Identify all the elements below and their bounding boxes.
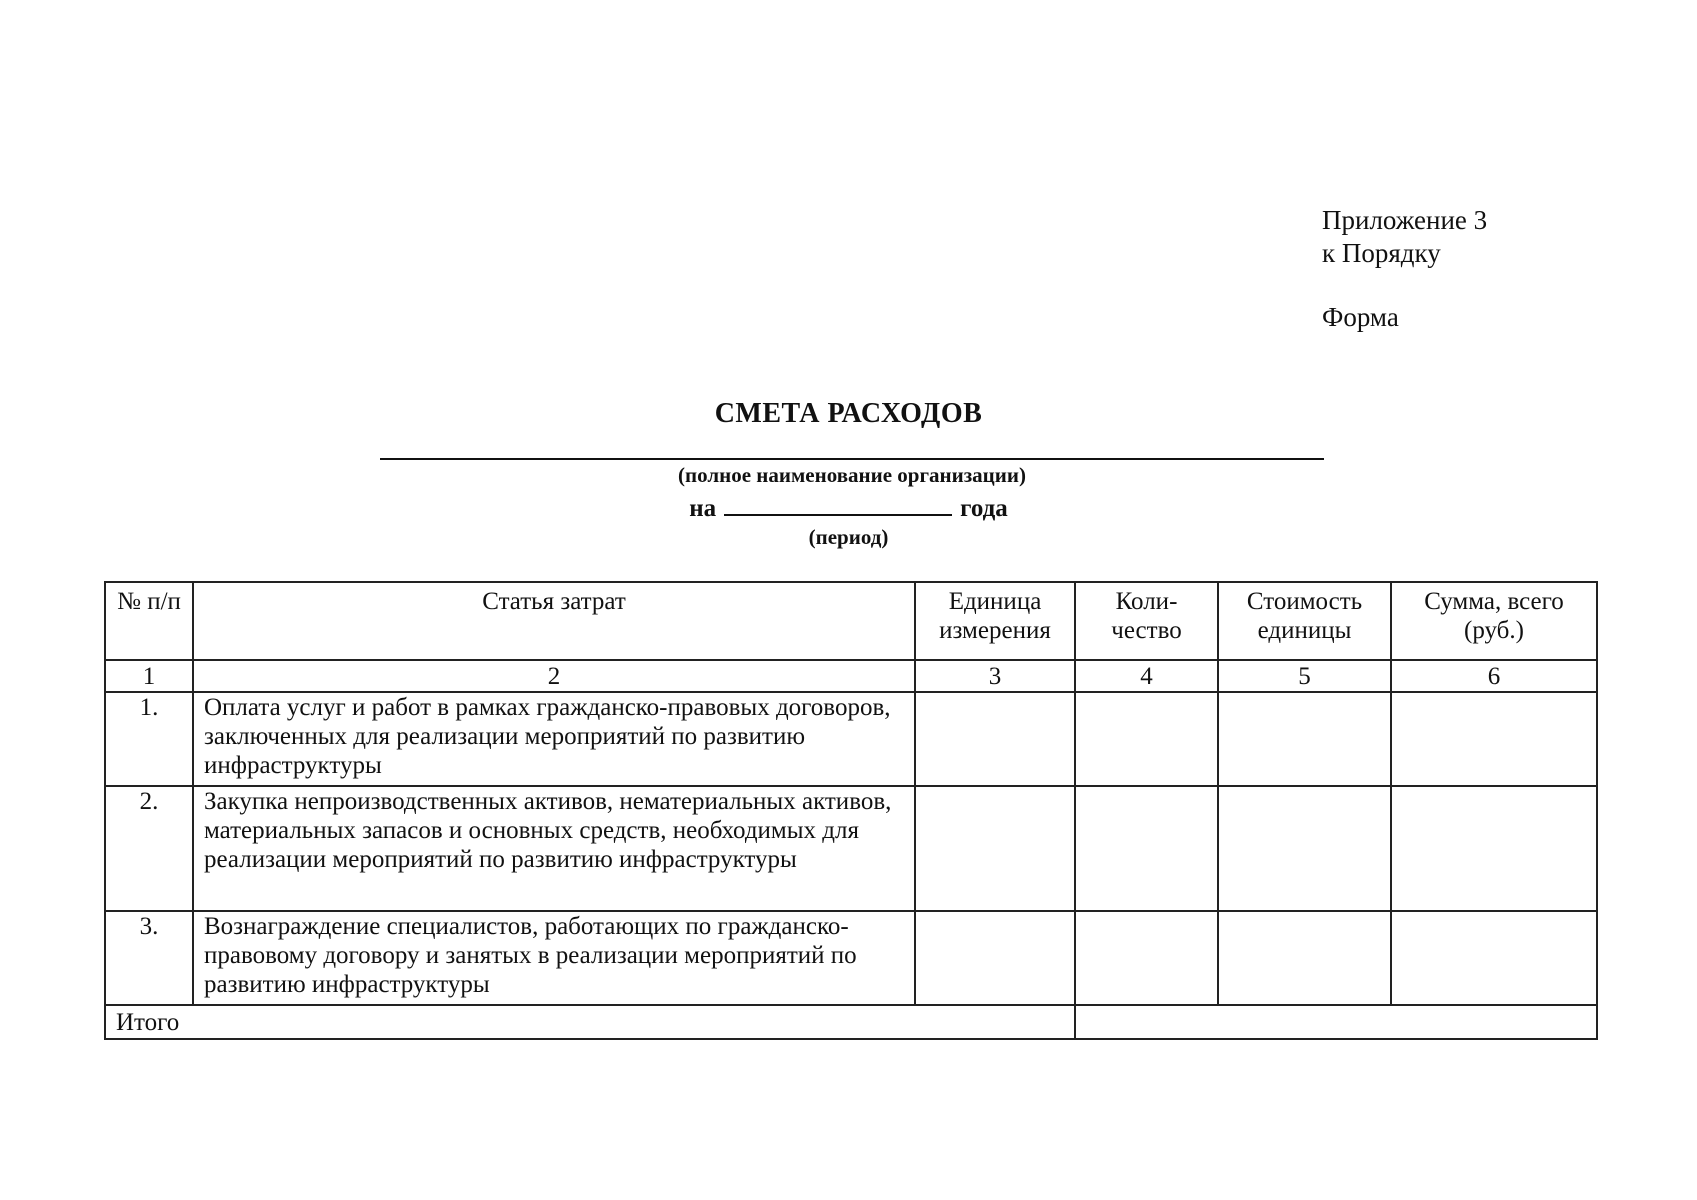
row-expense-item: Оплата услуг и работ в рамках гражданско-правовых договоров, заключенных для реализации мероприятий по развитию инфраструктуры bbox=[193, 692, 915, 786]
header-unit: Единица измерения bbox=[915, 582, 1075, 660]
unit-cost-cell[interactable] bbox=[1218, 911, 1391, 1005]
column-number: 5 bbox=[1218, 660, 1391, 692]
column-number-row bbox=[105, 660, 1597, 692]
column-number: 4 bbox=[1075, 660, 1218, 692]
period-caption: (период) bbox=[808, 525, 889, 549]
row-number: 3. bbox=[105, 911, 193, 1005]
appendix-reference: к Порядку bbox=[1322, 238, 1441, 268]
period-blank bbox=[724, 492, 952, 516]
quantity-cell[interactable] bbox=[1075, 911, 1218, 1005]
total-row bbox=[105, 1005, 1597, 1039]
header-number: № п/п bbox=[105, 582, 193, 660]
period-line bbox=[0, 492, 1697, 523]
header-total-sum: Сумма, всего (руб.) bbox=[1391, 582, 1597, 660]
total-label: Итого bbox=[105, 1005, 1075, 1039]
organization-caption: (полное наименование организации) bbox=[678, 463, 1026, 487]
table-row bbox=[105, 786, 1597, 911]
form-label: Форма bbox=[1322, 302, 1399, 332]
total-sum-cell[interactable] bbox=[1391, 911, 1597, 1005]
period-prefix: на bbox=[689, 495, 717, 522]
table-row bbox=[105, 692, 1597, 786]
row-number: 1. bbox=[105, 692, 193, 786]
column-number: 1 bbox=[105, 660, 193, 692]
organization-name-line bbox=[380, 458, 1324, 460]
column-number: 6 bbox=[1391, 660, 1597, 692]
header-unit-cost: Стоимость единицы bbox=[1218, 582, 1391, 660]
unit-cell[interactable] bbox=[915, 786, 1075, 911]
unit-cost-cell[interactable] bbox=[1218, 692, 1391, 786]
unit-cell[interactable] bbox=[915, 692, 1075, 786]
unit-cost-cell[interactable] bbox=[1218, 786, 1391, 911]
column-number: 3 bbox=[915, 660, 1075, 692]
quantity-cell[interactable] bbox=[1075, 692, 1218, 786]
row-expense-item: Вознаграждение специалистов, работающих по гражданско-правовому договору и занятых в реализации мероприятий по развитию инфраструктуры bbox=[193, 911, 915, 1005]
row-number: 2. bbox=[105, 786, 193, 911]
document-title: СМЕТА РАСХОДОВ bbox=[714, 398, 983, 429]
table-row bbox=[105, 911, 1597, 1005]
appendix-note bbox=[1322, 204, 1487, 334]
quantity-cell[interactable] bbox=[1075, 786, 1218, 911]
period-suffix: года bbox=[960, 495, 1008, 522]
expense-estimate-table bbox=[104, 581, 1598, 1040]
column-number: 2 bbox=[193, 660, 915, 692]
appendix-number: Приложение 3 bbox=[1322, 205, 1488, 235]
row-expense-item: Закупка непроизводственных активов, нематериальных активов, материальных запасов и основных средств, необходимых для реализации мероприятий по развитию инфраструктуры bbox=[193, 786, 915, 911]
header-quantity: Коли-чество bbox=[1075, 582, 1218, 660]
unit-cell[interactable] bbox=[915, 911, 1075, 1005]
header-expense-item: Статья затрат bbox=[193, 582, 915, 660]
total-sum-cell[interactable] bbox=[1391, 692, 1597, 786]
table-header-row bbox=[105, 582, 1597, 660]
total-value-cell[interactable] bbox=[1075, 1005, 1597, 1039]
total-sum-cell[interactable] bbox=[1391, 786, 1597, 911]
